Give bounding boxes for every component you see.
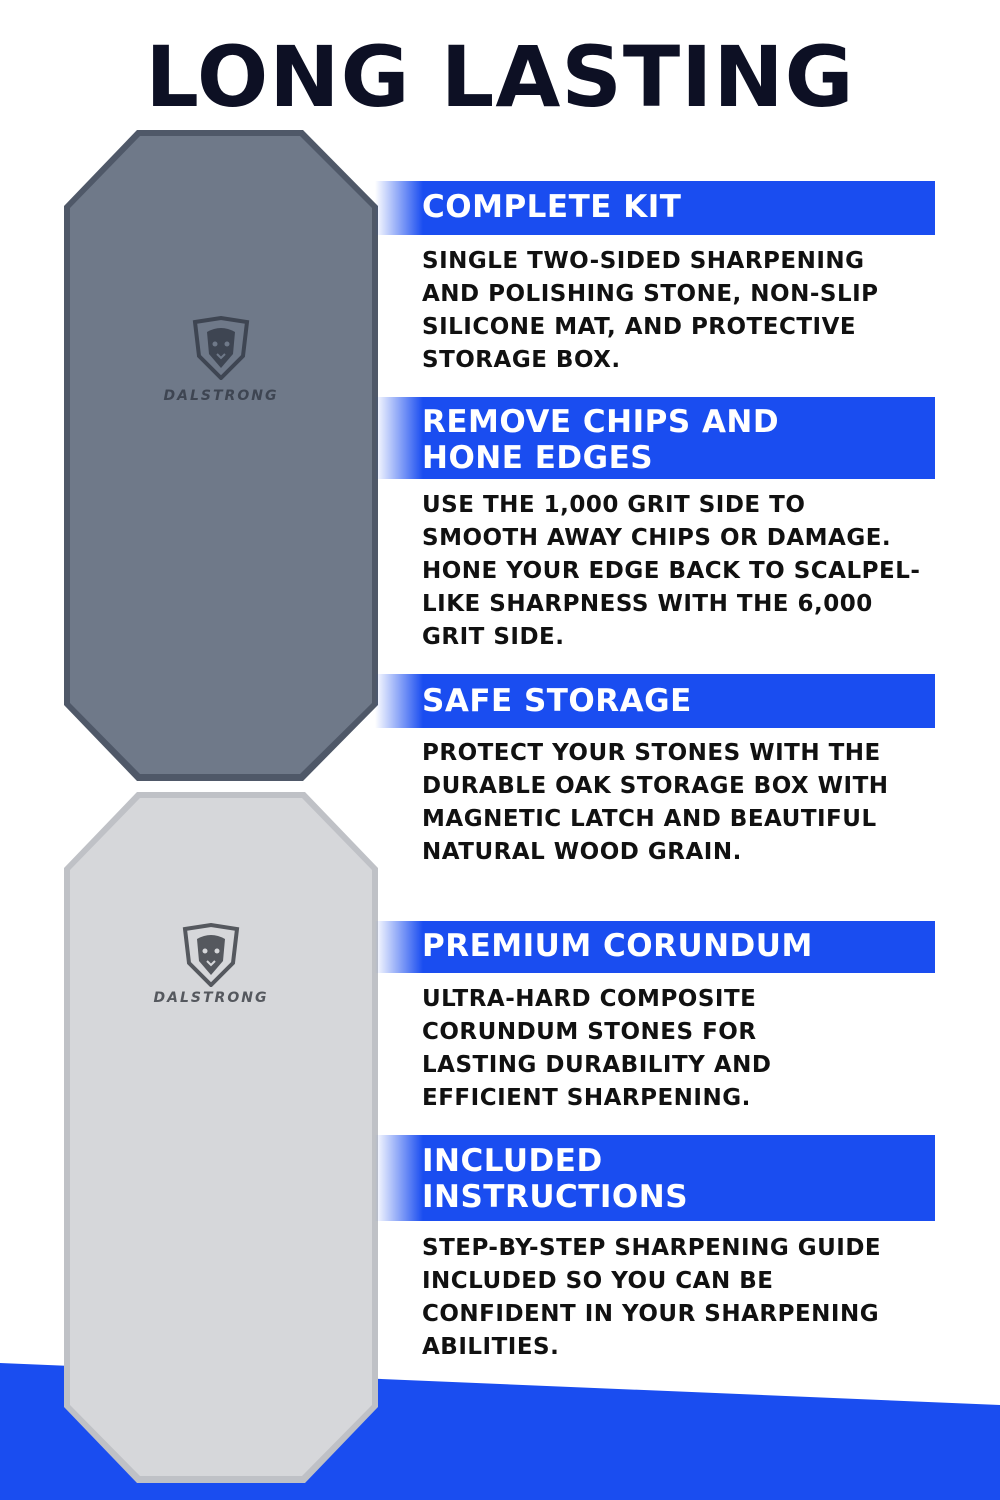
feature-title: PREMIUM CORUNDUM <box>422 928 813 964</box>
feature-banner <box>375 181 935 235</box>
lion-shield-icon <box>179 923 243 987</box>
sharpening-stone-dark <box>62 128 380 783</box>
lion-shield-icon <box>189 316 253 380</box>
feature-description: USE THE 1,000 GRIT SIDE TO SMOOTH AWAY CHIPS OR DAMAGE. HONE YOUR EDGE BACK TO SCALPEL-LIKE SHARPNESS WITH THE 6,000 GRIT SIDE. <box>422 492 921 650</box>
stone-brand-label: DALSTRONG <box>163 388 279 404</box>
feature-title: REMOVE CHIPS AND HONE EDGES <box>422 404 780 476</box>
stone-brand-label: DALSTRONG <box>153 990 269 1006</box>
sharpening-stone-light <box>62 790 380 1485</box>
feature-banner <box>375 674 935 728</box>
feature-description: STEP-BY-STEP SHARPENING GUIDE INCLUDED SO YOU CAN BE CONFIDENT IN YOUR SHARPENING ABILITIES. <box>422 1235 882 1360</box>
feature-title: COMPLETE KIT <box>422 189 682 225</box>
feature-banner <box>375 1135 935 1221</box>
feature-title: INCLUDED INSTRUCTIONS <box>422 1143 689 1215</box>
feature-title: SAFE STORAGE <box>422 683 692 719</box>
page-title: LONG LASTING <box>145 28 855 126</box>
feature-banner <box>375 397 935 479</box>
feature-description: ULTRA-HARD COMPOSITE CORUNDUM STONES FOR LASTING DURABILITY AND EFFICIENT SHARPENING. <box>422 986 772 1111</box>
feature-banner <box>375 921 935 973</box>
feature-description: SINGLE TWO-SIDED SHARPENING AND POLISHING STONE, NON-SLIP SILICONE MAT, AND PROTECTIVE STORAGE BOX. <box>422 248 879 373</box>
feature-description: PROTECT YOUR STONES WITH THE DURABLE OAK STORAGE BOX WITH MAGNETIC LATCH AND BEAUTIFUL NATURAL WOOD GRAIN. <box>422 740 889 865</box>
